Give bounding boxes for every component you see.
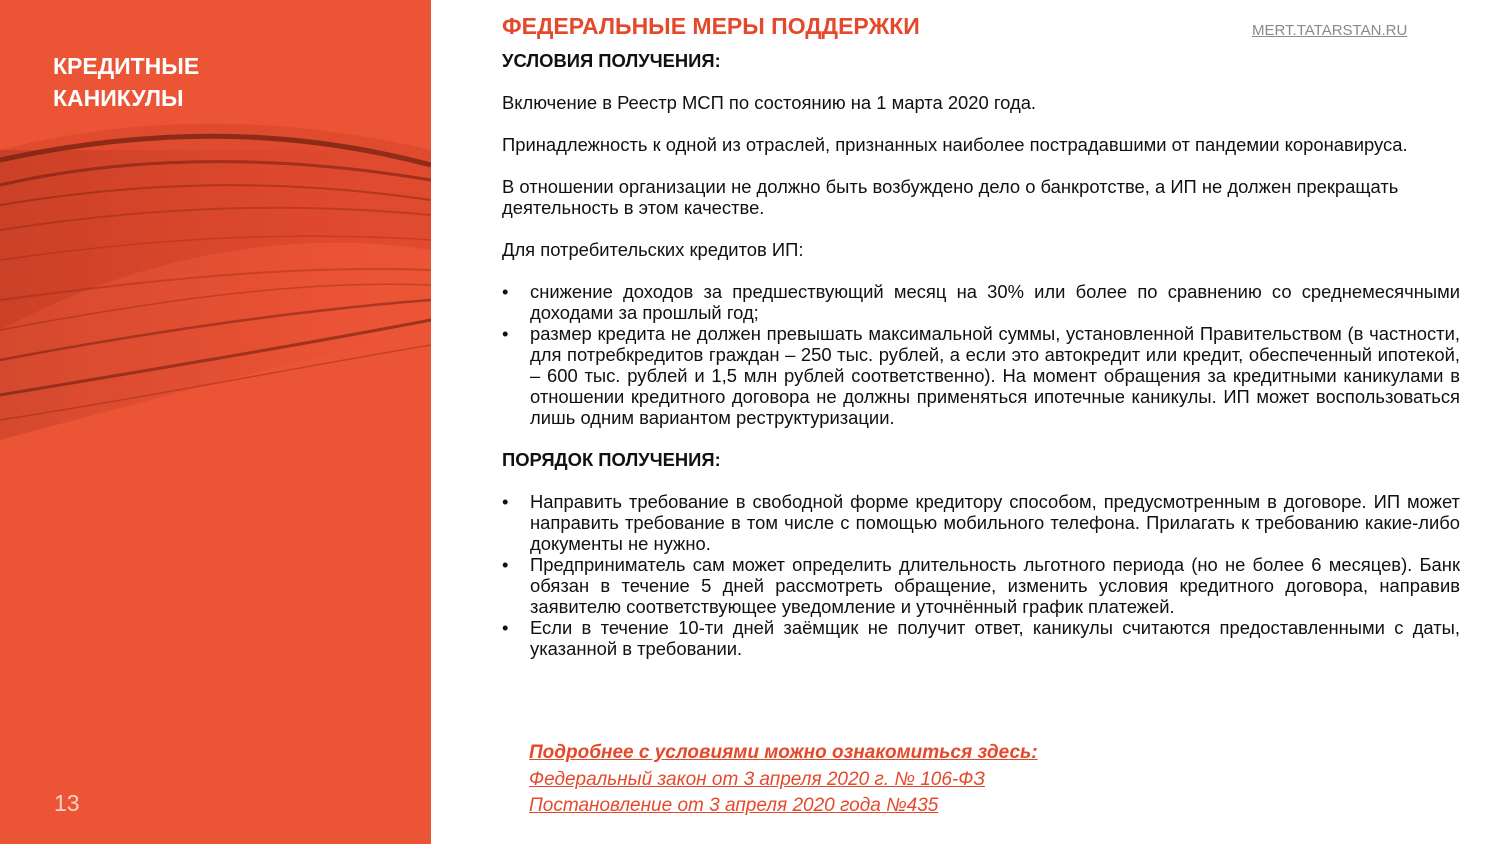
page-number: 13: [54, 790, 80, 816]
list-item: • Если в течение 10-ти дней заёмщик не получит ответ, каникулы считаются предоставленными с даты, указанной в требовании.: [502, 617, 1460, 659]
page-title: ФЕДЕРАЛЬНЫЕ МЕРЫ ПОДДЕРЖКИ: [502, 13, 920, 39]
list-item: • Направить требование в свободной форме кредитору способом, предусмотренным в договоре. ИП может направить требование в том числе с помощью мобильного телефона. Прилагать к требованию какие-либо документы не нужно.: [502, 491, 1460, 554]
decree-link[interactable]: Постановление от 3 апреля 2020 года №435: [529, 795, 939, 816]
sidebar-panel: [0, 0, 431, 844]
procedure-bullet-list: [502, 491, 1460, 659]
links-block: [529, 740, 1038, 820]
conditions-paragraph: Принадлежность к одной из отраслей, признанных наиболее пострадавшими от пандемии коронавируса.: [502, 134, 1408, 155]
federal-law-link[interactable]: Федеральный закон от 3 апреля 2020 г. № 106-ФЗ: [529, 768, 985, 790]
list-item: • размер кредита не должен превышать максимальной суммы, установленной Правительством (в частности, для потребкредитов граждан – 250 тыс. рублей, а если это автокредит или кредит, обеспеченный ипотекой, – 600 тыс. рублей и 1,5 млн рублей соответственно). На момент обращения за кредитными каникулами в отношении кредитного договора не должны применяться ипотечные каникулы. ИП может воспользоваться лишь одним вариантом реструктуризации.: [502, 323, 1460, 428]
list-item: • снижение доходов за предшествующий месяц на 30% или более по сравнению со среднемесячными доходами за прошлый год;: [502, 281, 1460, 323]
section-title-line-2: КАНИКУЛЫ: [53, 85, 184, 111]
conditions-heading: УСЛОВИЯ ПОЛУЧЕНИЯ:: [502, 50, 721, 71]
conditions-paragraph: В отношении организации не должно быть возбуждено дело о банкротстве, а ИП не должен прекращать деятельность в этом качестве.: [502, 176, 1399, 218]
site-link[interactable]: MERT.TATARSTAN.RU: [1252, 22, 1408, 39]
conditions-bullet-list: [502, 281, 1460, 428]
paint-brush-stroke-image: [0, 0, 431, 844]
section-title: [53, 50, 353, 114]
more-info-link[interactable]: Подробнее с условиями можно ознакомиться здесь:: [529, 742, 1038, 763]
procedure-heading: ПОРЯДОК ПОЛУЧЕНИЯ:: [502, 449, 721, 470]
conditions-paragraph: Для потребительских кредитов ИП:: [502, 239, 804, 260]
section-title-line-1: КРЕДИТНЫЕ: [53, 53, 200, 79]
main-content: [502, 50, 1460, 659]
list-item: • Предприниматель сам может определить длительность льготного периода (но не более 6 месяцев). Банк обязан в течение 5 дней рассмотреть обращение, изменить условия кредитного договора, направив заявителю соответствующее уведомление и уточнённый график платежей.: [502, 554, 1460, 617]
conditions-paragraph: Включение в Реестр МСП по состоянию на 1 марта 2020 года.: [502, 92, 1037, 113]
